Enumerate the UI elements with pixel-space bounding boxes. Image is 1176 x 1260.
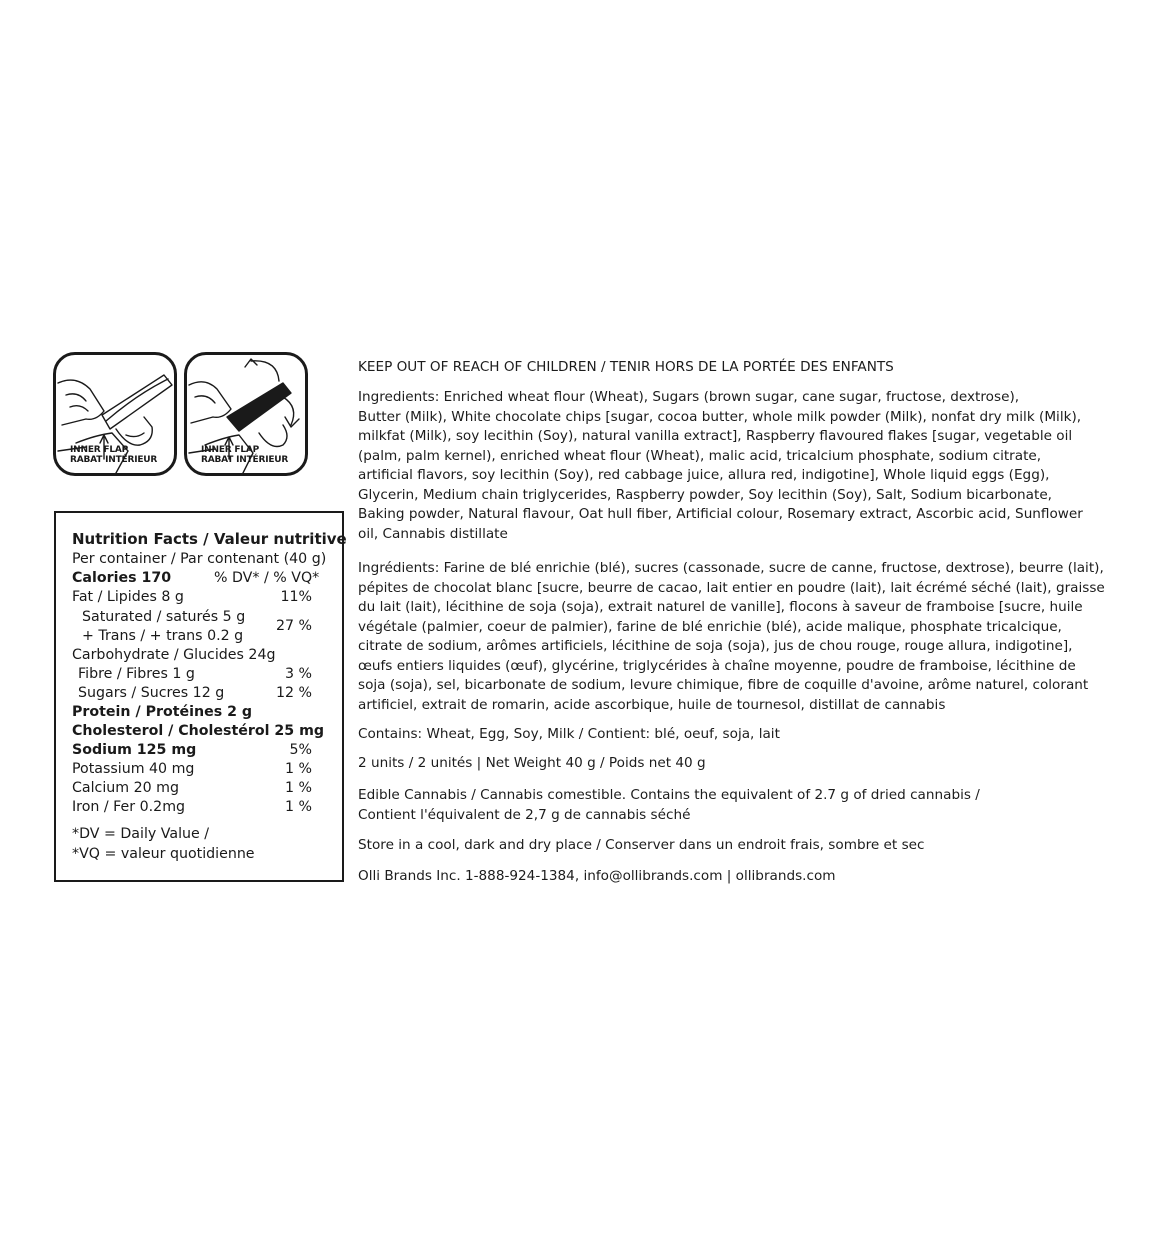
- dv-header: % DV* / % VQ*: [214, 570, 320, 586]
- carbohydrate-row: [72, 646, 312, 665]
- iron-row: [72, 798, 312, 817]
- protein-row: [72, 703, 312, 722]
- ingredients-fr-line: artificiel, extrait de romarin, acide ascorbique, huile de tournesol, distillat de cannabis: [358, 696, 946, 713]
- nutrition-facts-table: [54, 511, 347, 882]
- ingredients-en-line: (palm, palm kernel), enriched wheat flour (Wheat), malic acid, tricalcium phosphate, sodium citrate,: [358, 447, 1042, 464]
- ingredients-fr-line: citrate de sodium, arômes artificiels, lécithine de soja (soja), jus de chou rouge, rouge allura, indigotine],: [358, 638, 1073, 654]
- fat-row: [72, 588, 312, 607]
- cholesterol-label: Cholesterol / Cholestérol 25 mg: [72, 723, 325, 739]
- inner-flap-label-fr: RABAT INTÉRIEUR: [70, 455, 158, 465]
- protein-label: Protein / Protéines 2 g: [72, 704, 253, 720]
- ingredients-en-line: milkfat (Milk), soy lecithin (Soy), natural vanilla extract], Raspberry flavoured flakes [sugar, vegetable oil: [358, 428, 1073, 444]
- contains-line: Contains: Wheat, Egg, Soy, Milk / Contient: blé, oeuf, soja, lait: [358, 726, 780, 742]
- ingredients-fr-line: du lait (lait), lécithine de soja (soja), extrait naturel de vanille], flocons à saveur de framboise [sucre, huile: [358, 599, 1083, 615]
- net-weight-statement: [358, 754, 1128, 774]
- iron-label: Iron / Fer 0.2mg: [72, 799, 186, 815]
- inner-flap-label-fr: RABAT INTÉRIEUR: [201, 455, 289, 465]
- calcium-dv: 1 %: [284, 780, 312, 796]
- calories-row: [72, 569, 320, 588]
- ingredients-fr-line: pépites de chocolat blanc [sucre, beurre de cacao, lait entier en poudre (lait), lait écrémé séché (lait), graisse: [358, 579, 1105, 596]
- sat-trans-dv-row: [72, 617, 312, 636]
- calcium-row: [72, 779, 312, 798]
- trans-label: + Trans / + trans 0.2 g: [82, 628, 244, 644]
- warning-line: KEEP OUT OF REACH OF CHILDREN / TENIR HORS DE LA PORTÉE DES ENFANTS: [358, 359, 894, 375]
- ingredients-en-line: Baking powder, Natural flavour, Oat hull fiber, Artificial colour, Rosemary extract, Ascorbic acid, Sunflower: [358, 506, 1083, 522]
- nutrition-title: Nutrition Facts / Valeur nutritive: [72, 530, 347, 548]
- opening-step-1-icon: [53, 352, 177, 476]
- ingredients-en-line: oil, Cannabis distillate: [358, 525, 508, 542]
- sodium-label: Sodium 125 mg: [72, 742, 197, 758]
- sodium-row: [72, 741, 312, 760]
- per-container: Per container / Par contenant (40 g): [72, 551, 327, 567]
- ingredients-french: [358, 559, 1128, 715]
- inner-flap-label: [70, 445, 157, 465]
- fat-dv: 11%: [280, 589, 312, 605]
- calories-label: Calories 170: [72, 570, 172, 586]
- allergen-statement: [358, 725, 1128, 745]
- carbohydrate-label: Carbohydrate / Glucides 24g: [72, 647, 276, 663]
- footnote-dv: *DV = Daily Value /: [72, 826, 210, 842]
- sat-trans-dv: 27 %: [275, 618, 312, 634]
- ingredients-fr-line: Ingrédients: Farine de blé enrichie (blé), sucres (cassonade, sucre de canne, fructose, dextrose), beurre (lait),: [358, 560, 1104, 576]
- inner-flap-label: [201, 445, 288, 465]
- footnote-vq: *VQ = valeur quotidienne: [72, 846, 255, 862]
- iron-dv: 1 %: [284, 799, 312, 815]
- ingredients-en-line: Butter (Milk), White chocolate chips [sugar, cocoa butter, whole milk powder (Milk), nonfat dry milk (Milk),: [358, 408, 1082, 425]
- fibre-row: [78, 665, 312, 684]
- fibre-dv: 3 %: [284, 666, 312, 682]
- sugars-row: [78, 684, 312, 703]
- opening-step-2-icon: [184, 352, 308, 476]
- fat-label: Fat / Lipides 8 g: [72, 589, 184, 605]
- storage-statement: [358, 836, 1128, 856]
- sodium-dv: 5%: [289, 742, 312, 758]
- sugars-dv: 12 %: [275, 685, 312, 701]
- cholesterol-row: [72, 722, 325, 741]
- ingredients-fr-line: soja (soja), sel, bicarbonate de sodium, levure chimique, fibre de coquille d'avoine, arôme naturel, colorant: [358, 677, 1089, 693]
- warning-text: [358, 358, 1128, 378]
- saturated-label: Saturated / saturés 5 g: [82, 609, 246, 625]
- ingredients-en-line: Glycerin, Medium chain triglycerides, Raspberry powder, Soy lecithin (Soy), Salt, Sodium bicarbonate,: [358, 486, 1053, 503]
- inner-flap-label-en: INNER FLAP: [70, 445, 129, 455]
- edible-line-2: Contient l'équivalent de 2,7 g de cannabis séché: [358, 806, 691, 823]
- company-info: [358, 867, 1128, 887]
- units-line: 2 units / 2 unités | Net Weight 40 g / Poids net 40 g: [358, 755, 706, 771]
- ingredients-fr-line: œufs entiers liquides (œuf), glycérine, triglycérides à chaîne moyenne, poudre de framboise, lécithine de: [358, 657, 1076, 674]
- sugars-label: Sugars / Sucres 12 g: [78, 685, 225, 701]
- potassium-row: [72, 760, 312, 779]
- fibre-label: Fibre / Fibres 1 g: [78, 666, 195, 682]
- calcium-label: Calcium 20 mg: [72, 780, 179, 796]
- potassium-dv: 1 %: [284, 761, 312, 777]
- storage-line: Store in a cool, dark and dry place / Conserver dans un endroit frais, sombre et sec: [358, 837, 925, 853]
- ingredients-en-line: Ingredients: Enriched wheat flour (Wheat), Sugars (brown sugar, cane sugar, fructose, dextrose),: [358, 389, 1020, 405]
- ingredients-fr-line: végétale (palmier, coeur de palmier), farine de blé enrichie (blé), acide malique, phosphate tricalcique,: [358, 618, 1062, 635]
- potassium-label: Potassium 40 mg: [72, 761, 195, 777]
- edible-line-1: Edible Cannabis / Cannabis comestible. Contains the equivalent of 2.7 g of dried cannabis /: [358, 787, 980, 803]
- ingredients-english: [358, 388, 1128, 544]
- company-line: Olli Brands Inc. 1-888-924-1384, info@ollibrands.com | ollibrands.com: [358, 868, 836, 884]
- ingredients-en-line: artificial flavors, soy lecithin (Soy), red cabbage juice, allura red, indigotine], Whole liquid eggs (Egg),: [358, 467, 1050, 483]
- inner-flap-label-en: INNER FLAP: [201, 445, 260, 455]
- edible-cannabis-statement: [358, 786, 1128, 825]
